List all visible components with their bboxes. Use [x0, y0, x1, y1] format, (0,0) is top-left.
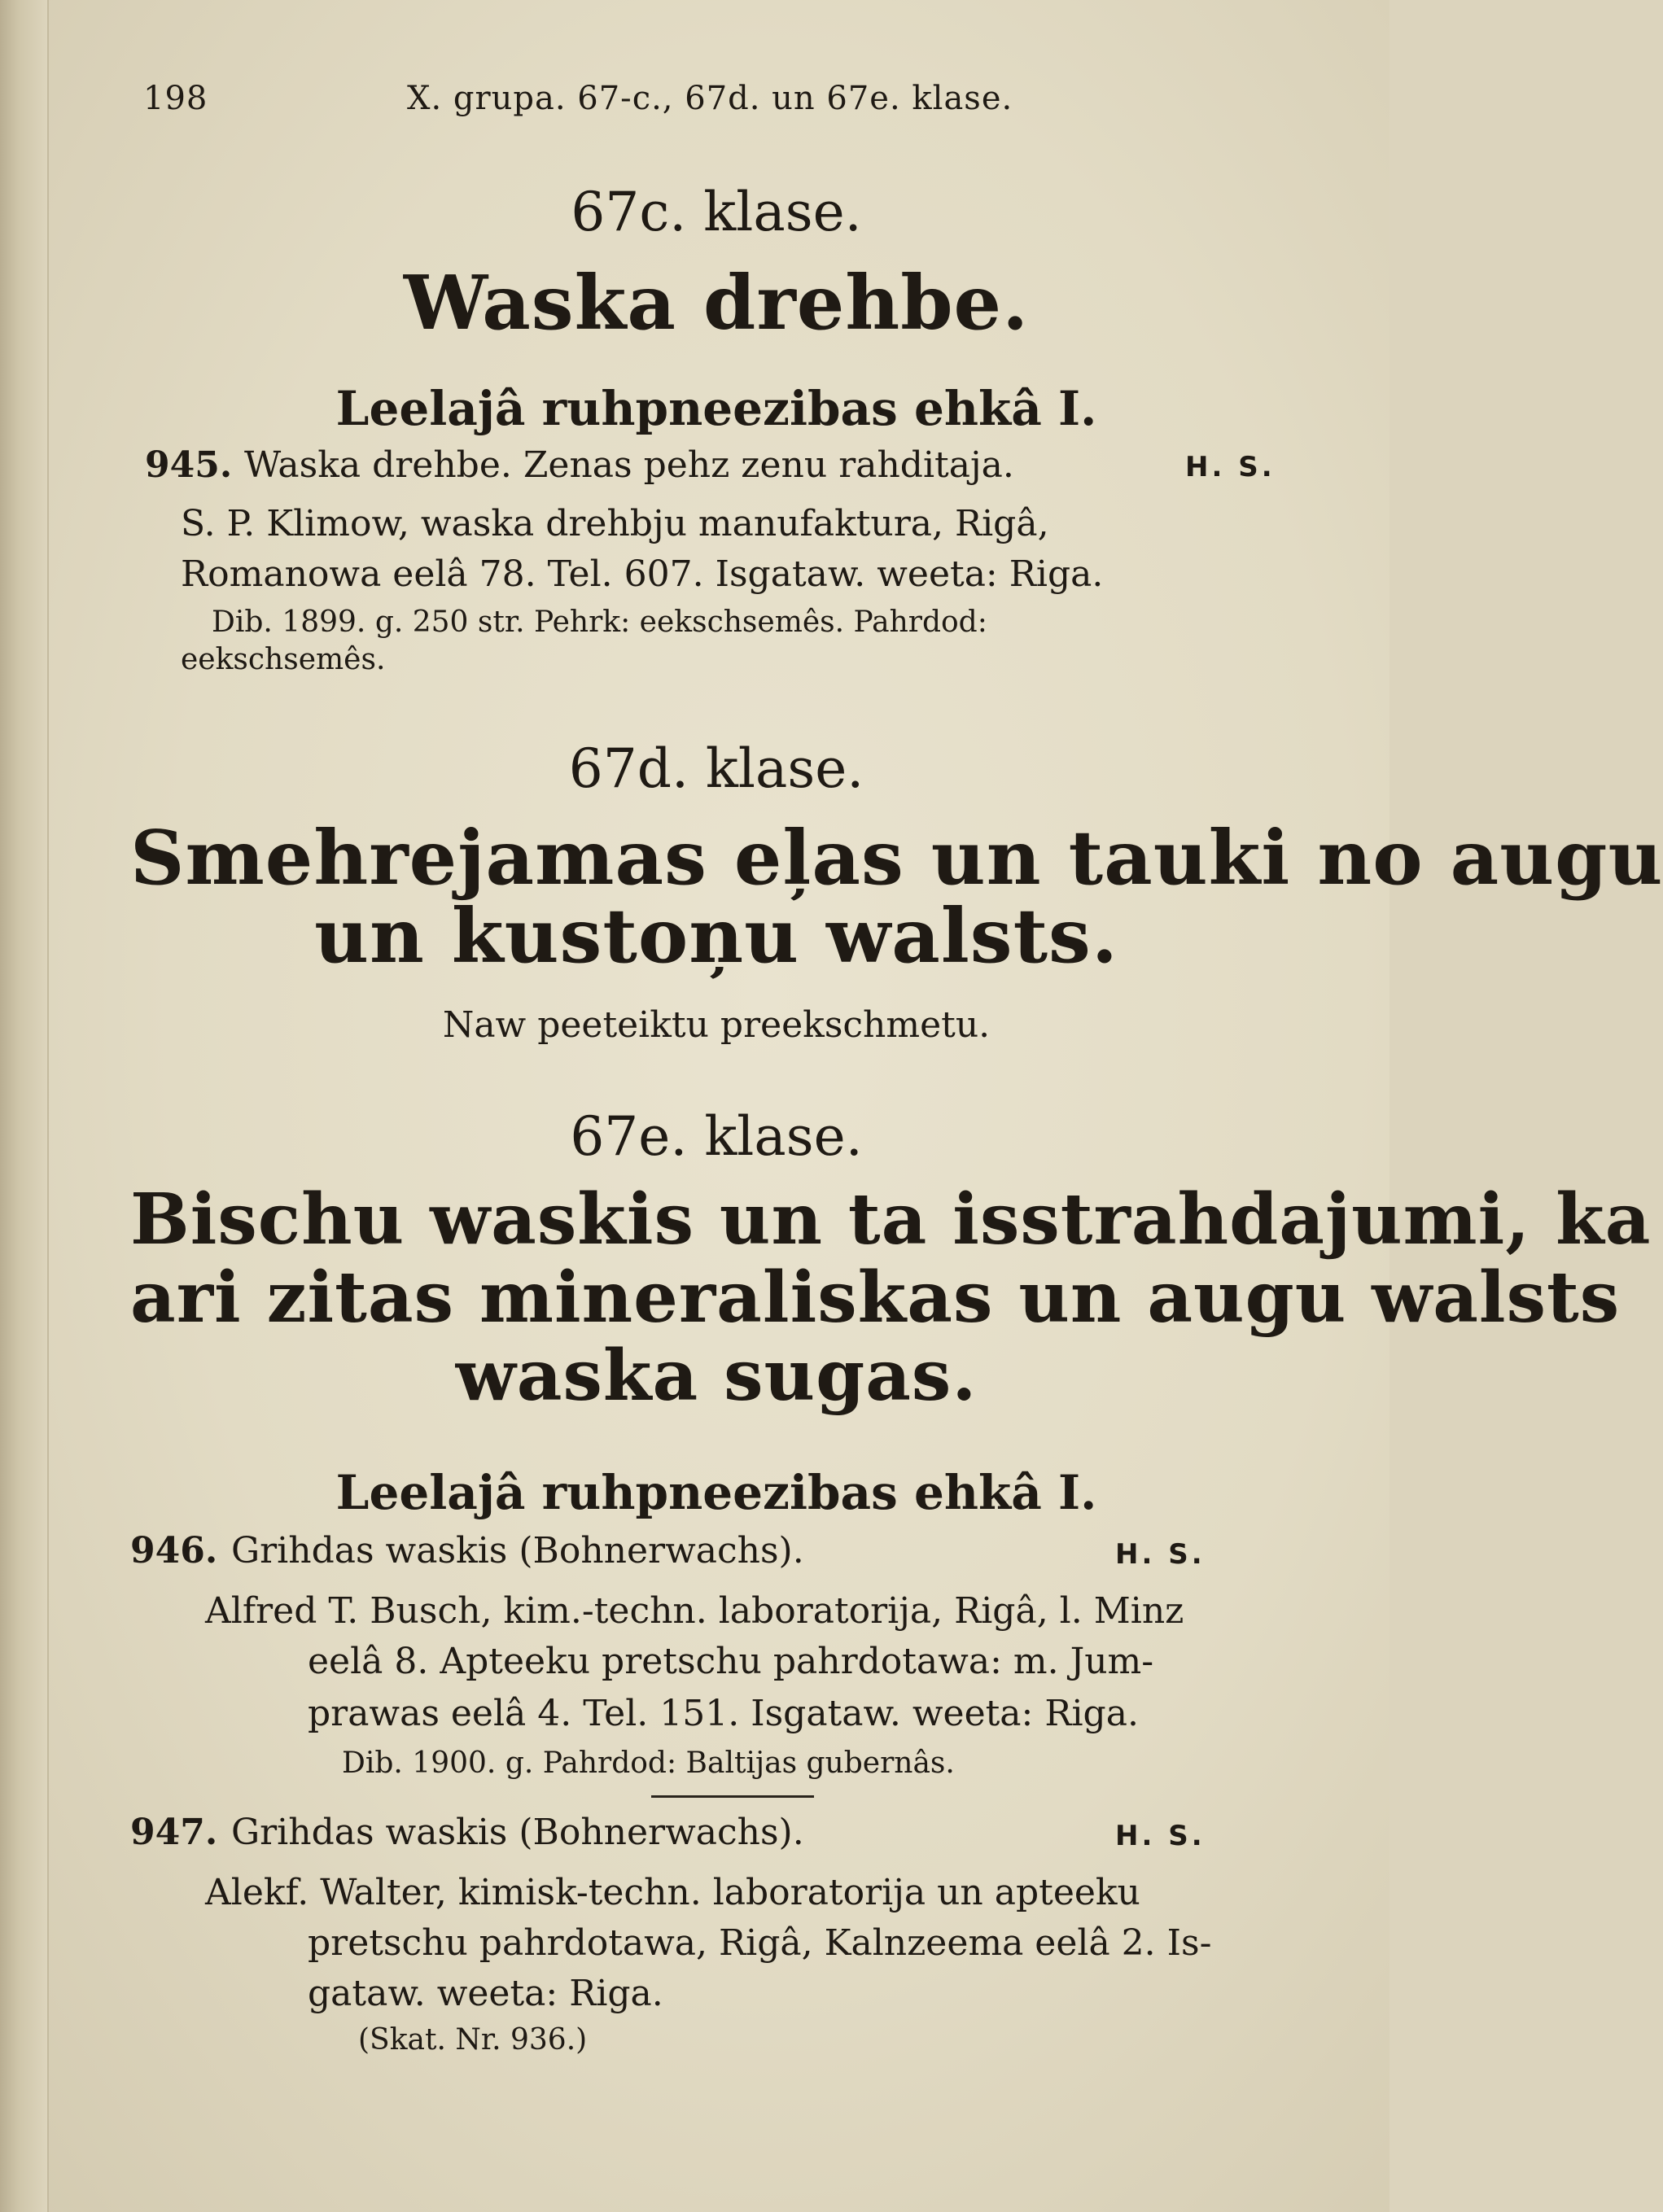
entry-947-line1: Grihdas waskis (Bohnerwachs).: [231, 1812, 804, 1853]
entry-946-line2: Alfred T. Busch, kim.-techn. laboratorija, Rigâ, l. Minz: [205, 1590, 1184, 1632]
class-label-67c: 67c. klase.: [571, 181, 862, 243]
section-title-67e-line2: ari zitas mineraliskas un augu walsts: [130, 1257, 1621, 1339]
section-title-67e-line3: waska sugas.: [455, 1335, 978, 1417]
entry-945-line2: S. P. Klimow, waska drehbju manufaktura, Rigâ,: [181, 503, 1049, 544]
entry-number-947: 947.: [130, 1812, 218, 1853]
section-title-67d-line1: Smehrejamas eļas un tauki no augu: [130, 814, 1663, 902]
entry-947-line3: pretschu pahrdotawa, Rigâ, Kalnzeema eelâ 2. Is-: [308, 1922, 1212, 1964]
book-binding-edge: [0, 0, 49, 2212]
entry-946-line4: prawas eelâ 4. Tel. 151. Isgataw. weeta: Riga.: [308, 1693, 1139, 1734]
section-title-67d-line2: un kustoņu walsts.: [314, 892, 1118, 980]
section-subtitle-67e: Leelajâ ruhpneezibas ehkâ I.: [335, 1465, 1097, 1520]
section-note-67d: Naw peeteiktu preekschmetu.: [442, 1004, 991, 1046]
entry-947-line2: Alekf. Walter, kimisk-techn. laboratorija un apteeku: [205, 1872, 1140, 1913]
page-number: 198: [143, 80, 208, 117]
entry-947-line5: (Skat. Nr. 936.): [358, 2023, 588, 2057]
entry-945-marks: H. S.: [1185, 451, 1276, 483]
entry-946-line3: eelâ 8. Apteeku pretschu pahrdotawa: m. Jum-: [308, 1641, 1154, 1682]
class-label-67e: 67e. klase.: [570, 1105, 863, 1168]
entry-946-marks: H. S.: [1115, 1538, 1206, 1571]
entry-945-line5: eekschsemês.: [181, 643, 386, 676]
entry-945-line3: Romanowa eelâ 78. Tel. 607. Isgataw. weeta: Riga.: [181, 553, 1104, 595]
entry-number-946: 946.: [130, 1530, 218, 1572]
section-subtitle-67c: Leelajâ ruhpneezibas ehkâ I.: [335, 381, 1097, 436]
entry-945-line1: Waska drehbe. Zenas pehz zenu rahditaja.: [244, 444, 1014, 486]
entry-947-marks: H. S.: [1115, 1820, 1206, 1852]
entry-945-line4: Dib. 1899. g. 250 str. Pehrk: eekschsemês. Pahrdod:: [212, 605, 987, 639]
section-title-67c: Waska drehbe.: [403, 259, 1030, 347]
entry-946-line1: Grihdas waskis (Bohnerwachs).: [231, 1530, 804, 1572]
entry-946-line5: Dib. 1900. g. Pahrdod: Baltijas gubernâs.: [342, 1746, 955, 1780]
entry-number-945: 945.: [145, 444, 233, 486]
running-title: X. grupa. 67-c., 67d. un 67e. klase.: [407, 80, 1013, 117]
section-title-67e-line1: Bischu waskis un ta isstrahdajumi, ka: [130, 1178, 1652, 1261]
entry-947-line4: gataw. weeta: Riga.: [308, 1973, 663, 2014]
entry-separator-rule: [651, 1795, 814, 1798]
class-label-67d: 67d. klase.: [568, 737, 864, 800]
